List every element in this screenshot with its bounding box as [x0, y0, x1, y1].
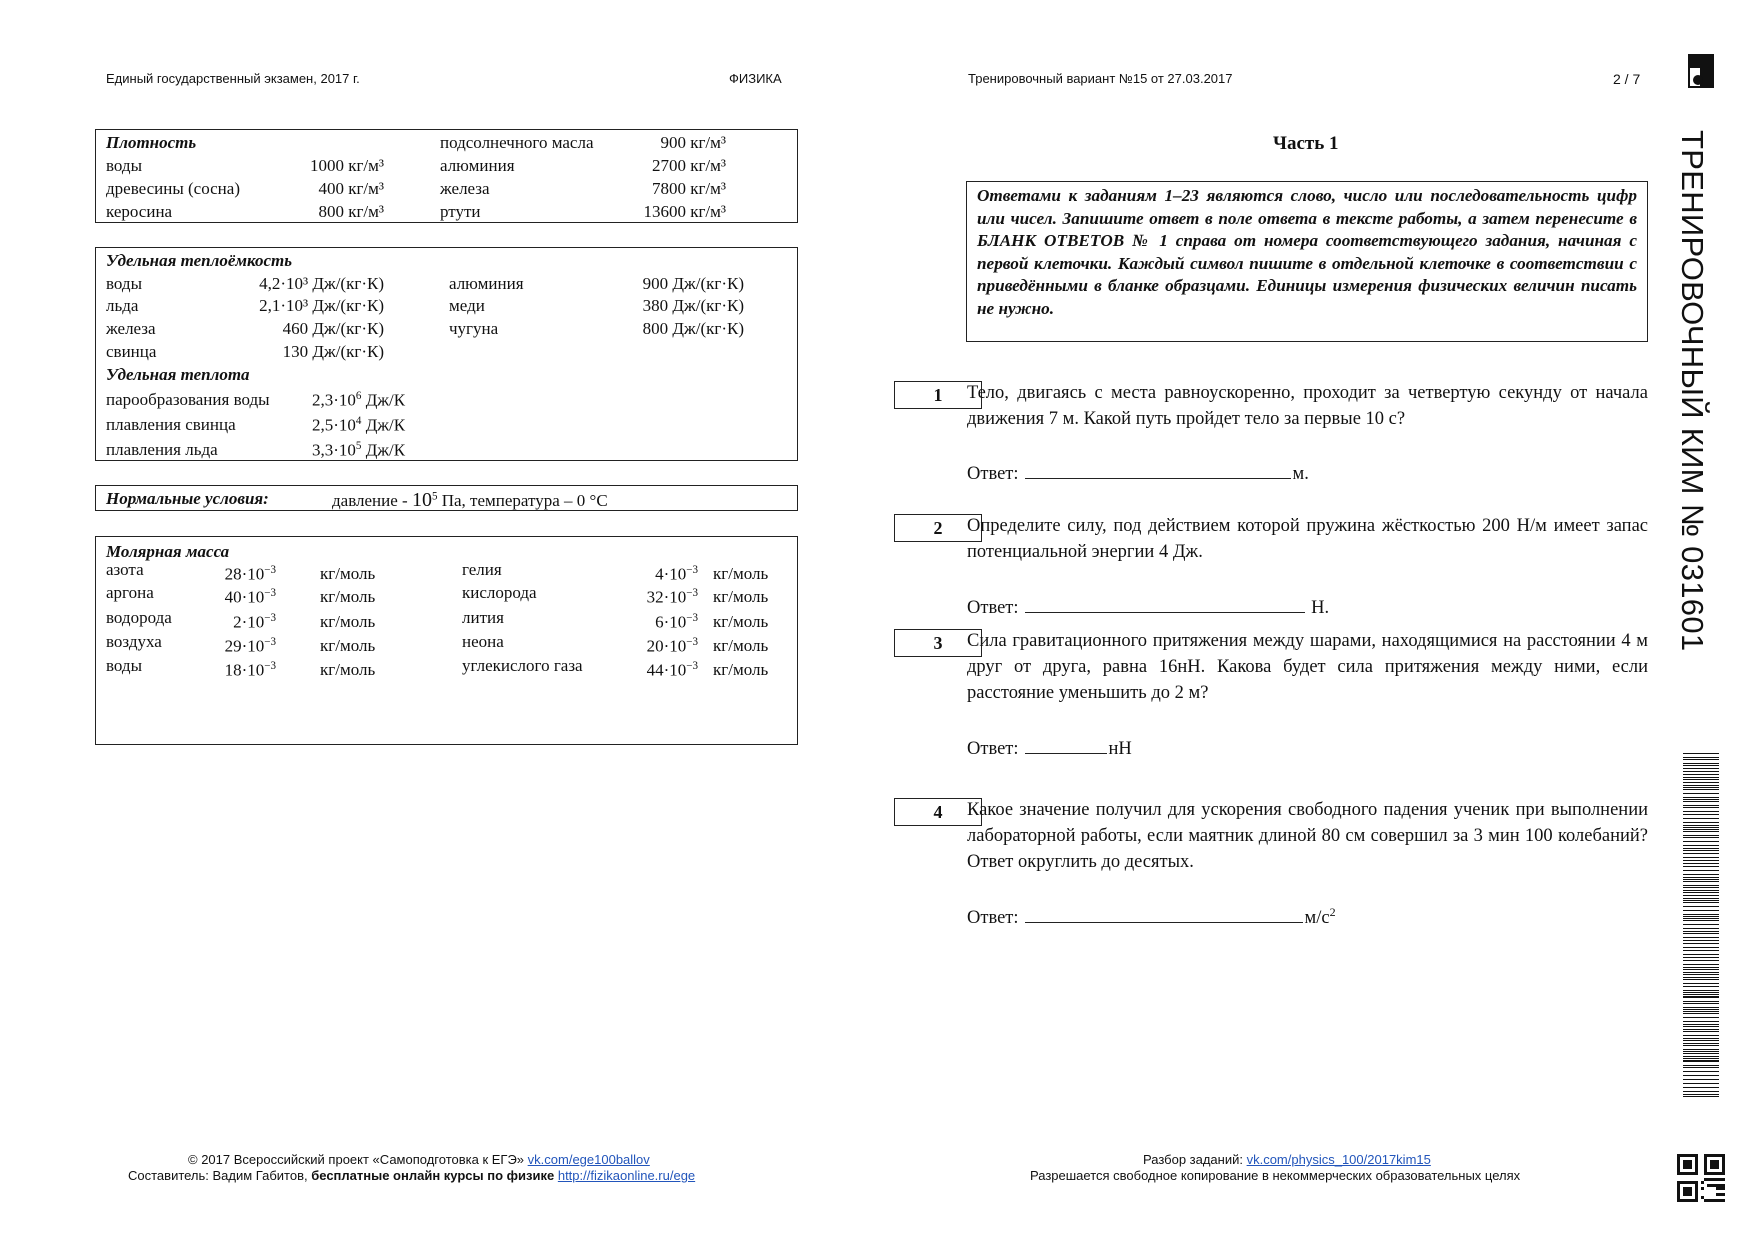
density-value: 13600 кг/м³: [643, 202, 726, 221]
heat-name: воды: [106, 274, 142, 293]
answer-field[interactable]: [1025, 904, 1303, 923]
density-name: алюминия: [440, 156, 515, 175]
answer-unit: м/с: [1304, 908, 1330, 928]
part-title: Часть 1: [1273, 133, 1339, 154]
instructions-box: [966, 181, 1648, 342]
molar-value: $4\cdot 10^{-3}$: [655, 564, 698, 584]
answer-unit: м.: [1292, 464, 1309, 484]
molar-name: азота: [106, 560, 144, 579]
answer-row: [967, 904, 1336, 929]
heat-value: 130 Дж/(кг·К): [282, 342, 384, 361]
side-title: ТРЕНИРОВОЧНЫЙ КИМ № 031601: [1675, 130, 1710, 652]
molar-name: воды: [106, 656, 142, 675]
density-name: подсолнечного масла: [440, 133, 594, 152]
molar-name: неона: [462, 632, 504, 651]
heat-value: 4,2·10³ Дж/(кг·К): [259, 274, 384, 293]
molar-title: Молярная масса: [106, 542, 230, 561]
subject-title: ФИЗИКА: [729, 71, 782, 86]
molar-value: $2\cdot 10^{-3}$: [233, 612, 276, 632]
answer-label: Ответ:: [967, 464, 1019, 484]
heat-value: 2,1·10³ Дж/(кг·К): [259, 296, 384, 315]
answer-unit-exponent: 2: [1329, 904, 1336, 919]
heat-value: 900 Дж/(кг·К): [642, 274, 744, 293]
heat-name: меди: [449, 296, 485, 315]
footer-line-1: © 2017 Всероссийский проект «Самоподготовка к ЕГЭ» vk.com/ege100ballov: [188, 1152, 650, 1167]
footer-link-fizika[interactable]: http://fizikaonline.ru/ege: [557, 1168, 696, 1183]
answer-field[interactable]: [1025, 735, 1107, 754]
molar-unit: кг/моль: [320, 612, 376, 631]
footer-line-4: Разрешается свободное копирование в некоммерческих образовательных целях: [1030, 1168, 1521, 1183]
molar-unit: кг/моль: [713, 612, 769, 631]
answer-unit: нН: [1108, 739, 1132, 759]
density-value: 1000 кг/м³: [309, 156, 384, 175]
question-number: 1: [894, 381, 982, 409]
density-value: 2700 кг/м³: [651, 156, 726, 175]
question-number: 3: [894, 629, 982, 657]
molar-name: кислорода: [462, 583, 537, 602]
question-text: Сила гравитационного притяжения между шарами, находящимися на расстоянии 4 м друг от друга, равна 16нН. Какова будет сила притяжения между ними, если расстояние уменьшить до 2 м?: [967, 631, 1648, 703]
answer-row: [967, 460, 1309, 485]
density-title: Плотность: [106, 133, 197, 152]
answer-label: Ответ:: [967, 598, 1019, 618]
answer-label: Ответ:: [967, 739, 1019, 759]
footer-line-2: Составитель: Вадим Габитов, бесплатные онлайн курсы по физике http://fizikaonline.ru/ege: [128, 1168, 696, 1183]
molar-value: $20\cdot 10^{-3}$: [646, 636, 698, 656]
density-name: железа: [440, 179, 490, 198]
latent-value: $2,5\cdot 10^4$ Дж/К: [312, 415, 406, 435]
molar-value: $40\cdot 10^{-3}$: [224, 587, 276, 607]
molar-table: [95, 536, 798, 745]
density-name: керосина: [106, 202, 173, 221]
answer-field[interactable]: [1025, 460, 1291, 479]
latent-heat-title: Удельная теплота: [106, 365, 250, 384]
density-table: [95, 129, 798, 223]
heat-value: 460 Дж/(кг·К): [282, 319, 384, 338]
latent-name: плавления свинца: [106, 415, 236, 434]
question-number: 4: [894, 798, 982, 826]
latent-name: парообразования воды: [106, 390, 270, 409]
instructions-text: Ответами к заданиям 1–23 являются слово, число или последовательность цифр или чисел. Запишите ответ в поле ответа в тексте работы, а затем перенесите в БЛАНК ОТВЕТОВ № 1 справа от номера соответствующего задания, начиная с первой клеточки. Каждый символ пишите в отдельной клеточке в соответствии с приведёнными в бланке образцами. Единицы измерения физических величин писать не нужно.: [977, 186, 1637, 318]
corner-marker-icon: [1688, 54, 1714, 88]
density-value: 7800 кг/м³: [651, 179, 726, 198]
molar-value: $29\cdot 10^{-3}$: [224, 636, 276, 656]
heat-name: чугуна: [449, 319, 499, 338]
footer-link-vk[interactable]: vk.com/ege100ballov: [527, 1152, 650, 1167]
density-value: 800 кг/м³: [318, 202, 384, 221]
molar-name: углекислого газа: [462, 656, 583, 675]
answer-row: [967, 594, 1329, 619]
latent-name: плавления льда: [106, 440, 218, 459]
question-text: Определите силу, под действием которой пружина жёсткостью 200 Н/м имеет запас потенциальной энергии 4 Дж.: [967, 516, 1648, 562]
molar-unit: кг/моль: [320, 564, 376, 583]
molar-name: лития: [462, 608, 504, 627]
answer-label: Ответ:: [967, 908, 1019, 928]
barcode-icon: [1683, 753, 1719, 1099]
molar-name: водорода: [106, 608, 172, 627]
molar-value: $44\cdot 10^{-3}$: [646, 660, 698, 680]
heat-name: свинца: [106, 342, 157, 361]
density-name: древесины (сосна): [106, 179, 240, 198]
exam-title: Единый государственный экзамен, 2017 г.: [106, 71, 360, 86]
normal-title: Нормальные условия:: [106, 489, 269, 508]
molar-unit: кг/моль: [713, 587, 769, 606]
heat-name: железа: [106, 319, 156, 338]
question-number: 2: [894, 514, 982, 542]
molar-value: $18\cdot 10^{-3}$: [224, 660, 276, 680]
density-value: 400 кг/м³: [318, 179, 384, 198]
heat-name: льда: [106, 296, 139, 315]
qr-code-icon: [1677, 1154, 1725, 1202]
density-name: воды: [106, 156, 142, 175]
footer-link-physics[interactable]: vk.com/physics_100/2017kim15: [1246, 1152, 1431, 1167]
question-text: Тело, двигаясь с места равноускоренно, проходит за четвертую секунду от начала движения 7 м. Какой путь пройдет тело за первые 10 с?: [967, 383, 1648, 429]
heat-name: алюминия: [449, 274, 524, 293]
molar-unit: кг/моль: [320, 636, 376, 655]
answer-row: [967, 735, 1132, 760]
heat-title: Удельная теплоёмкость: [106, 251, 293, 270]
variant-label: Тренировочный вариант №15 от 27.03.2017: [968, 71, 1233, 86]
question-text: Какое значение получил для ускорения свободного падения ученик при выполнении лабораторной работы, если маятник длиной 80 см совершил за 3 мин 100 колебаний? Ответ округлить до десятых.: [967, 800, 1648, 872]
answer-unit: Н.: [1311, 598, 1330, 618]
molar-value: $6\cdot 10^{-3}$: [655, 612, 698, 632]
density-value: 900 кг/м³: [660, 133, 726, 152]
heat-value: 800 Дж/(кг·К): [642, 319, 744, 338]
density-name: ртути: [440, 202, 481, 221]
molar-name: воздуха: [106, 632, 162, 651]
molar-name: гелия: [462, 560, 502, 579]
molar-value: $32\cdot 10^{-3}$: [646, 587, 698, 607]
molar-value: $28\cdot 10^{-3}$: [224, 564, 276, 584]
normal-value: давление - $10^5$ Па, температура – 0 °С: [332, 489, 608, 511]
footer-line-3: Разбор заданий: vk.com/physics_100/2017kim15: [1143, 1152, 1431, 1167]
molar-unit: кг/моль: [320, 587, 376, 606]
molar-unit: кг/моль: [713, 636, 769, 655]
molar-unit: кг/моль: [713, 564, 769, 583]
molar-unit: кг/моль: [713, 660, 769, 679]
normal-conditions: [95, 485, 798, 511]
latent-value: $2,3\cdot 10^6$ Дж/К: [312, 390, 406, 410]
molar-unit: кг/моль: [320, 660, 376, 679]
answer-field[interactable]: [1025, 594, 1305, 613]
page-number: 2 / 7: [1613, 71, 1641, 87]
latent-value: $3,3\cdot 10^5$ Дж/К: [312, 440, 406, 460]
heat-value: 380 Дж/(кг·К): [642, 296, 744, 315]
heat-table: [95, 247, 798, 461]
molar-name: аргона: [106, 583, 154, 602]
